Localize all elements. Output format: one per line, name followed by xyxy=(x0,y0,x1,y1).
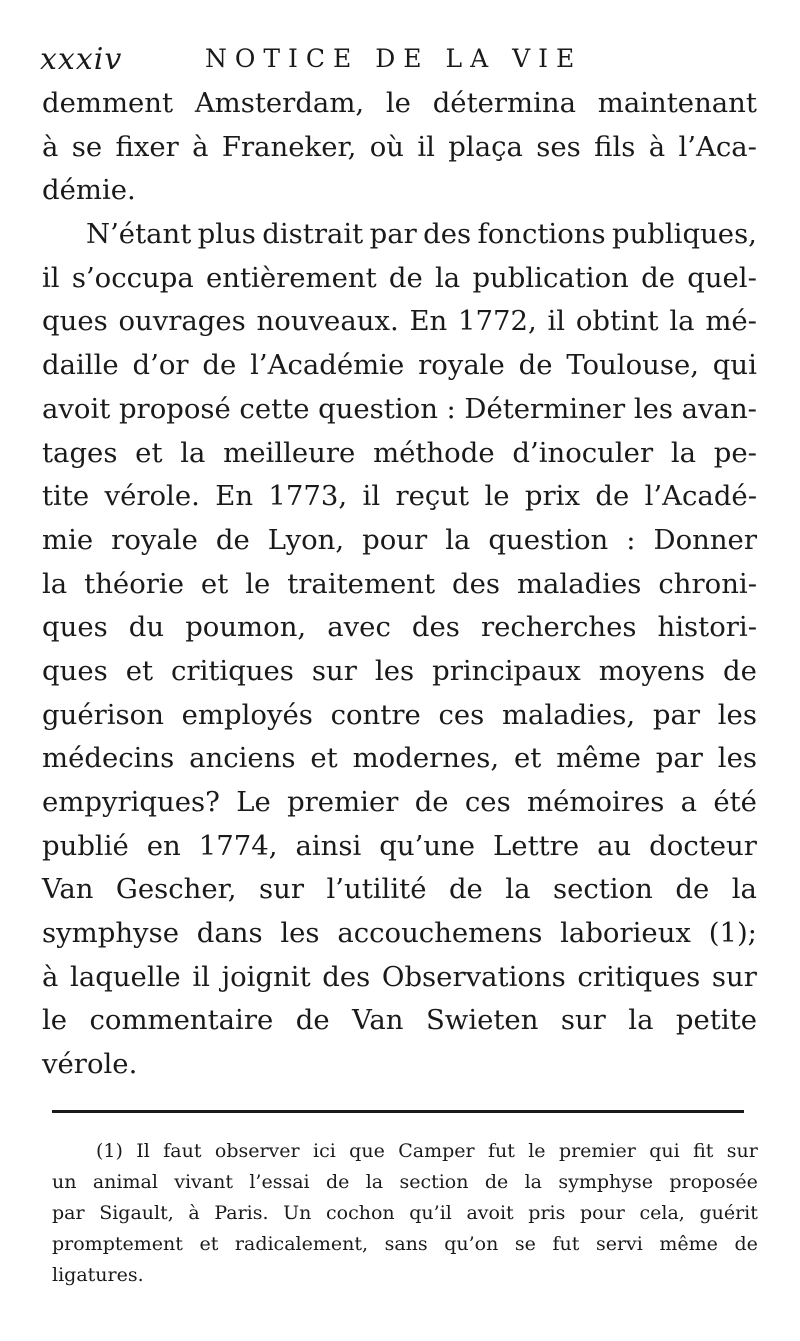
text-line: médecins anciens et modernes, et même par les xyxy=(42,742,757,775)
footnote-line: un animal vivant l’essai de la section de la symphyse proposée xyxy=(52,1171,758,1193)
text-line: publié en 1774, ainsi qu’une Lettre au docteur xyxy=(42,829,757,862)
text-line: ques ouvrages nouveaux. En 1772, il obtint la mé- xyxy=(42,305,757,338)
text-line: il s’occupa entièrement de la publication de quel- xyxy=(42,261,757,294)
text-line: tages et la meilleure méthode d’inoculer la pe- xyxy=(42,436,757,469)
text-line: le commentaire de Van Swieten sur la petite xyxy=(42,1004,757,1037)
running-head: NOTICE DE LA VIE xyxy=(205,44,583,73)
text-line: symphyse dans les accouchemens laborieux (1); xyxy=(42,917,757,950)
text-line: ques du poumon, avec des recherches histori- xyxy=(42,611,757,644)
text-line: ques et critiques sur les principaux moyens de xyxy=(42,654,757,687)
text-line: Van Gescher, sur l’utilité de la section de la xyxy=(42,873,757,906)
text-line: démie. xyxy=(42,174,136,207)
text-line: demment Amsterdam, le détermina maintenant xyxy=(42,87,757,119)
page-number: xxxiv xyxy=(40,42,123,77)
text-line: à se fixer à Franeker, où il plaça ses fils à l’Aca- xyxy=(42,130,757,163)
footnote-rule xyxy=(52,1110,744,1113)
text-line: avoit proposé cette question : Déterminer les avan- xyxy=(42,392,757,425)
text-line: guérison employés contre ces maladies, par les xyxy=(42,698,757,731)
footnote-line: ligatures. xyxy=(52,1264,144,1286)
footnote-line: par Sigault, à Paris. Un cochon qu’il avoit pris pour cela, guérit xyxy=(52,1202,758,1224)
text-line: empyriques? Le premier de ces mémoires a été xyxy=(42,786,757,818)
footnote xyxy=(52,1136,758,1291)
footnote-line: (1) Il faut observer ici que Camper fut le premier qui fit sur xyxy=(96,1140,758,1162)
text-line: tite vérole. En 1773, il reçut le prix de l’Acadé- xyxy=(42,480,757,513)
text-line: N’étant plus distrait par des fonctions publiques, xyxy=(86,218,757,251)
main-text xyxy=(42,82,757,1087)
text-line: à laquelle il joignit des Observations critiques sur xyxy=(42,960,757,993)
page-header xyxy=(40,42,760,78)
text-line: la théorie et le traitement des maladies chroni- xyxy=(42,567,757,600)
text-line: vérole. xyxy=(42,1048,138,1081)
footnote-line: promptement et radicalement, sans qu’on se fut servi même de xyxy=(52,1233,758,1255)
text-line: daille d’or de l’Académie royale de Toulouse, qui xyxy=(42,349,757,382)
text-line: mie royale de Lyon, pour la question : Donner xyxy=(42,523,757,556)
